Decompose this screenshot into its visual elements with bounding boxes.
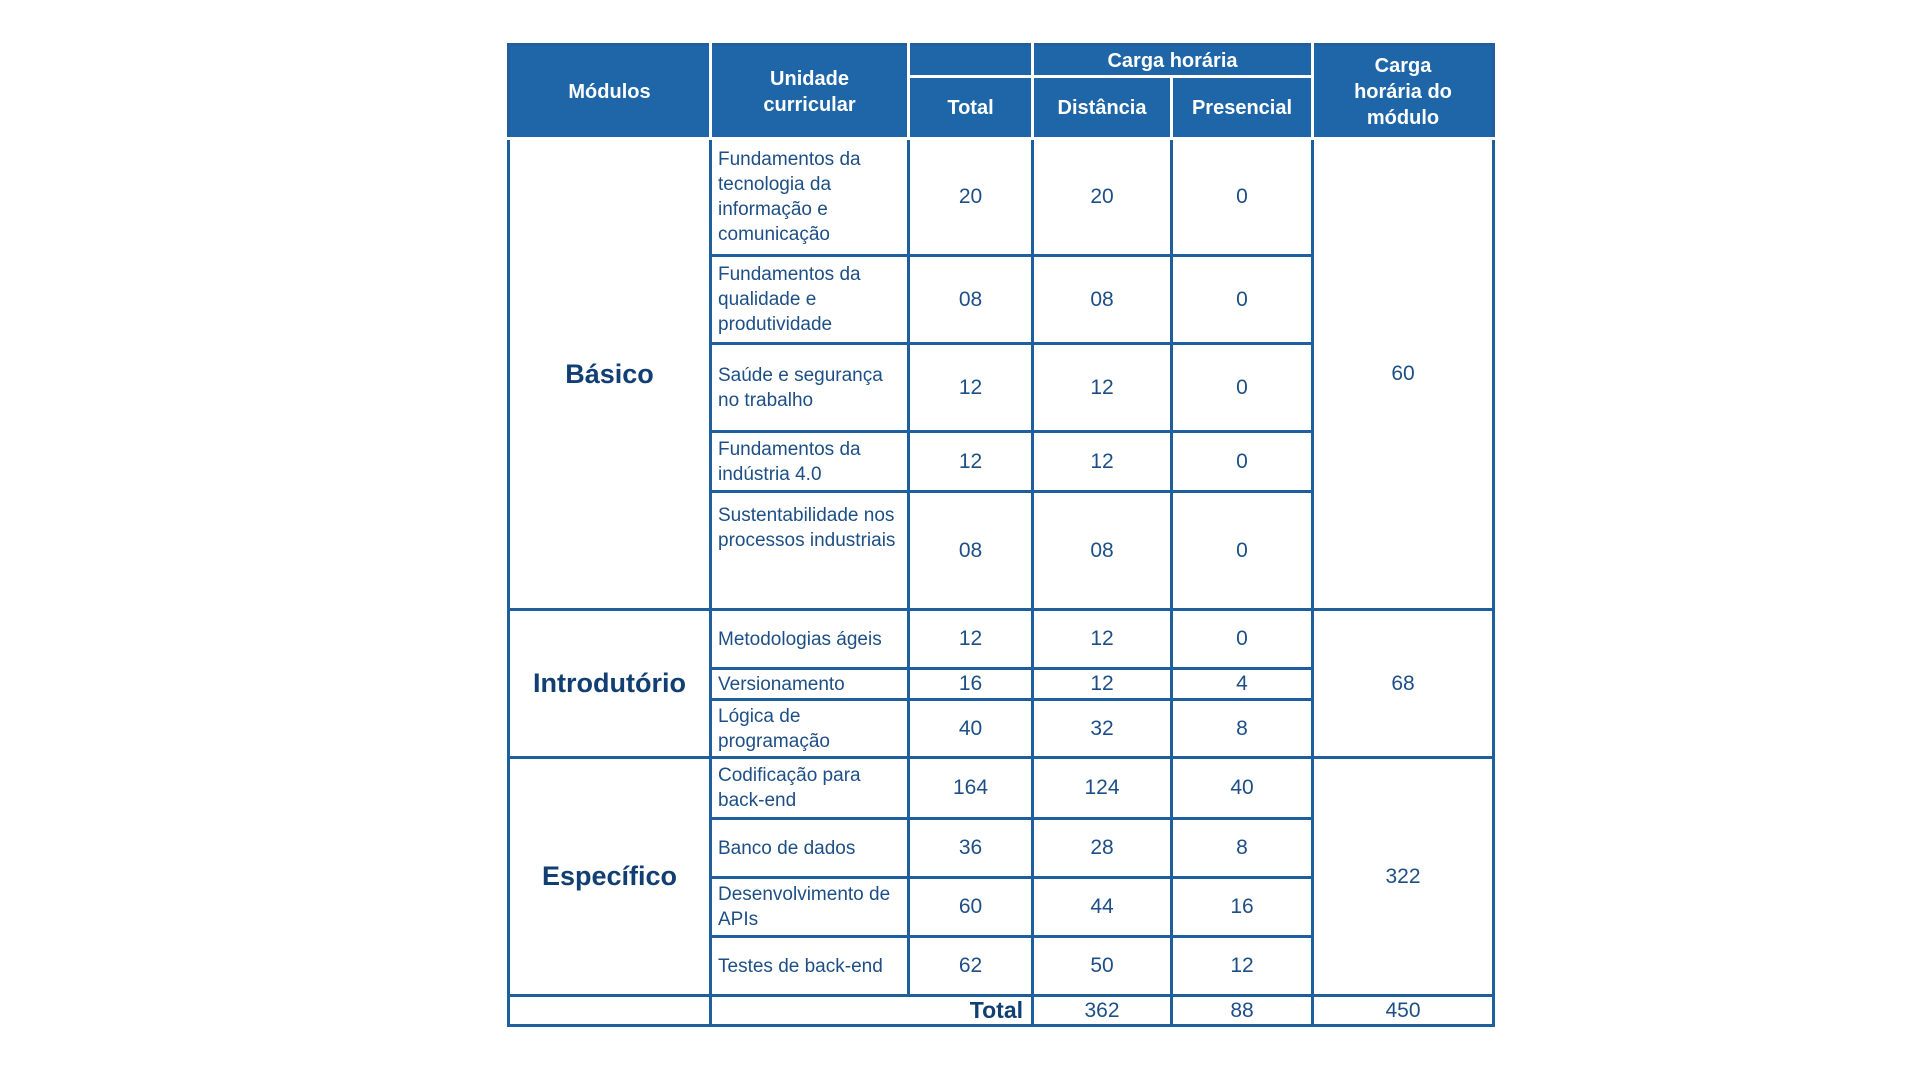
module-workload: 322 bbox=[1313, 758, 1494, 996]
unit-name: Banco de dados bbox=[711, 819, 909, 878]
unit-presencial: 0 bbox=[1172, 139, 1313, 256]
unit-distancia: 20 bbox=[1033, 139, 1172, 256]
unit-name: Versionamento bbox=[711, 669, 909, 700]
module-workload: 60 bbox=[1313, 139, 1494, 610]
unit-presencial: 16 bbox=[1172, 878, 1313, 937]
header-total: Total bbox=[909, 77, 1033, 139]
table-row bbox=[509, 139, 1494, 256]
unit-distancia: 12 bbox=[1033, 344, 1172, 432]
unit-name: Fundamentos da indústria 4.0 bbox=[711, 432, 909, 492]
course-workload-table-wrapper bbox=[507, 43, 1492, 1027]
module-name: Básico bbox=[509, 139, 711, 610]
unit-presencial: 0 bbox=[1172, 610, 1313, 669]
unit-name: Saúde e segurança no trabalho bbox=[711, 344, 909, 432]
unit-name: Desenvolvimento de APIs bbox=[711, 878, 909, 937]
unit-presencial: 0 bbox=[1172, 492, 1313, 610]
unit-distancia: 08 bbox=[1033, 256, 1172, 344]
unit-presencial: 40 bbox=[1172, 758, 1313, 819]
unit-total: 62 bbox=[909, 937, 1033, 996]
unit-distancia: 32 bbox=[1033, 700, 1172, 758]
unit-total: 40 bbox=[909, 700, 1033, 758]
table-row bbox=[509, 758, 1494, 819]
unit-distancia: 08 bbox=[1033, 492, 1172, 610]
unit-total: 12 bbox=[909, 610, 1033, 669]
unit-name: Fundamentos da qualidade e produtividade bbox=[711, 256, 909, 344]
unit-total: 12 bbox=[909, 432, 1033, 492]
unit-presencial: 8 bbox=[1172, 819, 1313, 878]
unit-total: 12 bbox=[909, 344, 1033, 432]
unit-total: 36 bbox=[909, 819, 1033, 878]
module-name: Específico bbox=[509, 758, 711, 996]
header-presencial: Presencial bbox=[1172, 77, 1313, 139]
course-workload-table bbox=[507, 43, 1495, 1027]
unit-total: 16 bbox=[909, 669, 1033, 700]
unit-distancia: 12 bbox=[1033, 610, 1172, 669]
total-distancia: 362 bbox=[1033, 996, 1172, 1026]
unit-total: 20 bbox=[909, 139, 1033, 256]
unit-name: Sustentabilidade nos processos industriais bbox=[711, 492, 909, 610]
unit-presencial: 0 bbox=[1172, 256, 1313, 344]
header-distancia: Distância bbox=[1033, 77, 1172, 139]
unit-distancia: 50 bbox=[1033, 937, 1172, 996]
unit-name: Metodologias ágeis bbox=[711, 610, 909, 669]
total-row bbox=[509, 996, 1494, 1026]
table-row bbox=[509, 610, 1494, 669]
unit-presencial: 8 bbox=[1172, 700, 1313, 758]
unit-distancia: 124 bbox=[1033, 758, 1172, 819]
header-carga-horaria: Carga horária bbox=[1033, 45, 1313, 77]
unit-distancia: 12 bbox=[1033, 669, 1172, 700]
unit-presencial: 0 bbox=[1172, 432, 1313, 492]
unit-name: Fundamentos da tecnologia da informação e comunicação bbox=[711, 139, 909, 256]
header-unidade-curricular: Unidade curricular bbox=[711, 45, 909, 139]
header-carga-horaria-modulo: Carga horária do módulo bbox=[1313, 45, 1494, 139]
unit-distancia: 28 bbox=[1033, 819, 1172, 878]
module-name: Introdutório bbox=[509, 610, 711, 758]
unit-total: 60 bbox=[909, 878, 1033, 937]
unit-name: Lógica de programação bbox=[711, 700, 909, 758]
unit-name: Testes de back-end bbox=[711, 937, 909, 996]
unit-distancia: 44 bbox=[1033, 878, 1172, 937]
total-carga-modulo: 450 bbox=[1313, 996, 1494, 1026]
module-workload: 68 bbox=[1313, 610, 1494, 758]
header-modulos: Módulos bbox=[509, 45, 711, 139]
unit-name: Codificação para back-end bbox=[711, 758, 909, 819]
unit-presencial: 4 bbox=[1172, 669, 1313, 700]
total-label: Total bbox=[711, 996, 1033, 1026]
unit-presencial: 0 bbox=[1172, 344, 1313, 432]
unit-total: 08 bbox=[909, 492, 1033, 610]
unit-presencial: 12 bbox=[1172, 937, 1313, 996]
unit-distancia: 12 bbox=[1033, 432, 1172, 492]
total-row-spacer bbox=[509, 996, 711, 1026]
header-carga-horaria-blank bbox=[909, 45, 1033, 77]
unit-total: 164 bbox=[909, 758, 1033, 819]
unit-total: 08 bbox=[909, 256, 1033, 344]
total-presencial: 88 bbox=[1172, 996, 1313, 1026]
